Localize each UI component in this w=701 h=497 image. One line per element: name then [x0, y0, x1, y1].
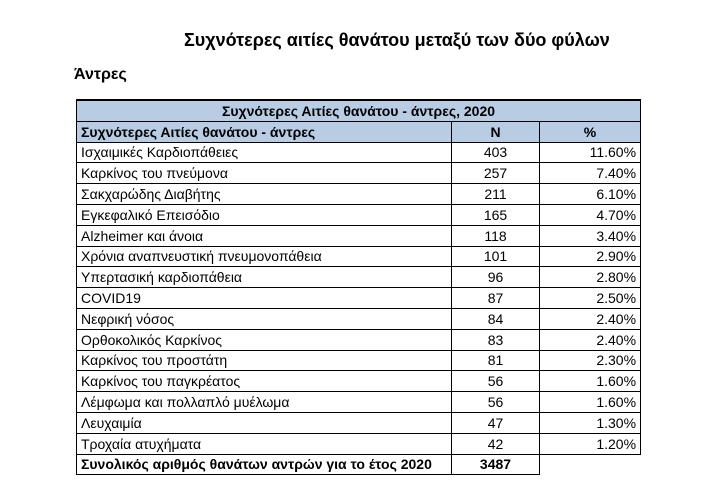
percent-cell: 2.50%: [540, 288, 641, 309]
cause-name-cell: COVID19: [77, 288, 452, 309]
percent-cell: 1.30%: [540, 412, 641, 433]
cause-name-cell: Καρκίνος του παγκρέατος: [77, 371, 452, 392]
cause-name-cell: Καρκίνος του προστάτη: [77, 350, 452, 371]
table-row: [77, 225, 641, 246]
count-cell: 211: [452, 184, 540, 205]
percent-cell: 2.30%: [540, 350, 641, 371]
table-caption: Συχνότερες Αιτίες θανάτου - άντρες, 2020: [77, 100, 641, 121]
count-cell: 83: [452, 329, 540, 350]
table-row: [77, 412, 641, 433]
percent-cell: 11.60%: [540, 142, 641, 163]
cause-name-cell: Τροχαία ατυχήματα: [77, 433, 452, 454]
cause-name-cell: Καρκίνος του πνεύμονα: [77, 163, 452, 184]
total-label: Συνολικός αριθμός θανάτων αντρών για το έτος 2020: [77, 454, 452, 475]
table-row: [77, 392, 641, 413]
cause-name-cell: Χρόνια αναπνευστική πνευμονοπάθεια: [77, 246, 452, 267]
percent-cell: 2.90%: [540, 246, 641, 267]
count-cell: 42: [452, 433, 540, 454]
count-cell: 101: [452, 246, 540, 267]
count-cell: 118: [452, 225, 540, 246]
count-cell: 96: [452, 267, 540, 288]
count-cell: 56: [452, 371, 540, 392]
total-count: 3487: [452, 454, 540, 475]
percent-cell: 6.10%: [540, 184, 641, 205]
percent-cell: 1.60%: [540, 392, 641, 413]
total-blank-cell: [540, 454, 641, 475]
column-header-percent: %: [540, 121, 641, 142]
cause-name-cell: Ορθοκολικός Καρκίνος: [77, 329, 452, 350]
count-cell: 81: [452, 350, 540, 371]
percent-cell: 7.40%: [540, 163, 641, 184]
percent-cell: 2.40%: [540, 308, 641, 329]
document-title: Συχνότερες αιτίες θανάτου μεταξύ των δύο φύλων: [184, 30, 610, 50]
table-row: [77, 308, 641, 329]
table-row: [77, 433, 641, 454]
cause-name-cell: Alzheimer και άνοια: [77, 225, 452, 246]
cause-name-cell: Λέμφωμα και πολλαπλό μυέλωμα: [77, 392, 452, 413]
count-cell: 84: [452, 308, 540, 329]
percent-cell: 4.70%: [540, 204, 641, 225]
count-cell: 403: [452, 142, 540, 163]
causes-of-death-table: [76, 99, 641, 475]
percent-cell: 1.60%: [540, 371, 641, 392]
table-row: [77, 329, 641, 350]
table-row: [77, 246, 641, 267]
cause-name-cell: Νεφρική νόσος: [77, 308, 452, 329]
table-row: [77, 204, 641, 225]
table-row: [77, 163, 641, 184]
cause-name-cell: Υπερτασική καρδιοπάθεια: [77, 267, 452, 288]
column-header-count: Ν: [452, 121, 540, 142]
cause-name-cell: Εγκεφαλικό Επεισόδιο: [77, 204, 452, 225]
percent-cell: 1.20%: [540, 433, 641, 454]
cause-name-cell: Σακχαρώδης Διαβήτης: [77, 184, 452, 205]
table-row: [77, 371, 641, 392]
count-cell: 56: [452, 392, 540, 413]
percent-cell: 2.80%: [540, 267, 641, 288]
table-row: [77, 267, 641, 288]
table-row: [77, 288, 641, 309]
table-row: [77, 350, 641, 371]
table-body: [77, 142, 641, 454]
column-header-cause: Συχνότερες Αιτίες θανάτου - άντρες: [77, 121, 452, 142]
table-row: [77, 184, 641, 205]
count-cell: 165: [452, 204, 540, 225]
count-cell: 47: [452, 412, 540, 433]
count-cell: 257: [452, 163, 540, 184]
table-row: [77, 142, 641, 163]
table-caption-row: [77, 100, 641, 121]
total-row: [77, 454, 641, 475]
table-header-row: [77, 121, 641, 142]
count-cell: 87: [452, 288, 540, 309]
percent-cell: 3.40%: [540, 225, 641, 246]
section-title: Άντρες: [74, 66, 127, 83]
percent-cell: 2.40%: [540, 329, 641, 350]
cause-name-cell: Ισχαιμικές Καρδιοπάθειες: [77, 142, 452, 163]
cause-name-cell: Λευχαιμία: [77, 412, 452, 433]
